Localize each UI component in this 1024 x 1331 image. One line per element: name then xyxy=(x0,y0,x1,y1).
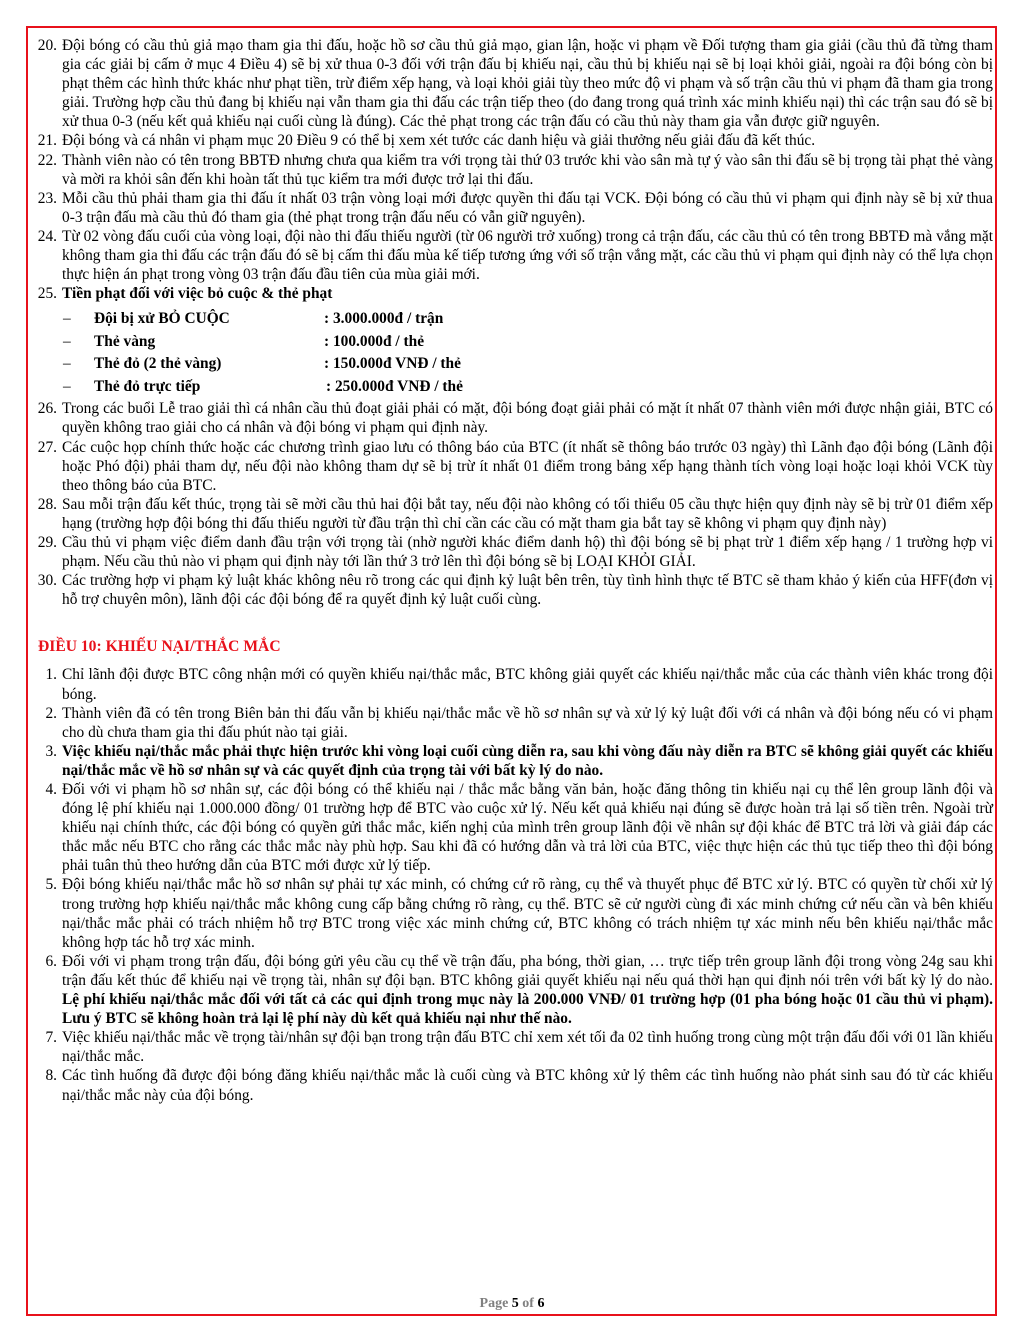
item-text: Mỗi cầu thủ phải tham gia thi đấu ít nhất 03 trận vòng loại mới được quyền thi đấu tại VCK. Đội bóng có cầu thủ vi phạm qui định này sẽ bị xử thua 0-3 trận đấu mà cầu thủ đó tham gia (thẻ phạt trong trận đấu nếu có vẫn giữ nguyên). xyxy=(62,189,993,226)
dash-bullet: – xyxy=(63,332,71,350)
item-text: Sau mỗi trận đấu kết thúc, trọng tài sẽ mời cầu thủ hai đội bắt tay, nếu đội nào không có tối thiểu 05 cầu thực hiện quy định này sẽ bị trừ 01 điểm xếp hạng (trường hợp đội bóng thi đấu thiếu người từ đầu trận thì chỉ cần các cầu có mặt tham gia bắt tay sẽ không vi phạm quy định này) xyxy=(62,495,993,532)
list-item xyxy=(33,1066,993,1104)
fee-label: Thẻ vàng xyxy=(94,332,156,350)
list-item xyxy=(33,665,993,703)
fee-value: : 100.000đ / thẻ xyxy=(324,332,425,350)
item-number: 30. xyxy=(37,572,57,590)
list-item xyxy=(33,952,993,1028)
item-text: Các cuộc họp chính thức hoặc các chương trình giao lưu có thông báo của BTC (ít nhất sẽ thông báo trước 03 ngày) thì Lãnh đạo đội bóng (Lãnh đội hoặc Phó đội) phải tham dự, nếu đội nào không tham dự sẽ bị trừ ít nhất 01 điểm trong bảng xếp hạng thành tích vòng loại hoặc loại khỏi VCK tùy theo thông báo của BTC. xyxy=(62,438,993,494)
fee-list xyxy=(33,309,993,399)
item-number: 23. xyxy=(37,189,57,207)
item-number: 27. xyxy=(37,438,57,456)
item-text: Đội bóng khiếu nại/thắc mắc hồ sơ nhân sự phải tự xác minh, có chứng cứ rõ ràng, cụ thể và thuyết phục để BTC xử lý. BTC có quyền từ chối xử lý trong trường hợp khiếu nại/thắc mắc không cung cấp bằng chứng rõ ràng, cụ thể. BTC sẽ cử người cùng đi xác minh chứng cứ nếu cần và bên khiếu nại/thắc mắc phải có trách nhiệm hỗ trợ BTC trong việc xác minh chứng cứ, BTC không có trách nhiệm tự xác minh nếu bên khiếu nại/thắc mắc không hợp tác hỗ trợ xác minh. xyxy=(62,876,993,951)
footer-of-word: of xyxy=(522,1296,534,1311)
item-bold-text: Lệ phí khiếu nại/thắc mắc đối với tất cả các qui định trong mục này là 200.000 VNĐ/ 01 trường hợp (01 pha bóng hoặc 01 cầu thủ vi phạm). Lưu ý BTC sẽ không hoàn trả lại lệ phí này dù kết quả khiếu nại như thế nào. xyxy=(62,991,993,1028)
list-item xyxy=(33,399,993,437)
item-text: Các trường hợp vi phạm kỷ luật khác không nêu rõ trong các qui định kỷ luật bên trên, tùy tình hình thực tế BTC sẽ tham khảo ý kiến của HFF(đơn vị hỗ trợ chuyên môn), lãnh đội các đội bóng để ra quyết định kỷ luật cuối cùng. xyxy=(62,572,993,609)
item-number: 2. xyxy=(45,704,57,722)
fee-row xyxy=(33,354,993,377)
fee-row xyxy=(33,377,993,400)
footer-total-pages: 6 xyxy=(537,1296,545,1311)
item-text: Tiền phạt đối với việc bỏ cuộc & thẻ phạt xyxy=(62,285,333,303)
item-text: Đối với vi phạm trong trận đấu, đội bóng gửi yêu cầu cụ thể về trận đấu, pha bóng, thời gian, … trực tiếp trên group lãnh đội trong vòng 24g sau khi trận đấu kết thúc để khiếu nại về trọng tài, nhân sự đội bạn. BTC không giải quyết khiếu nại nếu quá thời hạn qui định nói trên với bất kỳ lý do nào. xyxy=(62,952,993,989)
item-text: Từ 02 vòng đấu cuối của vòng loại, đội nào thi đấu thiếu người (từ 06 người trở xuống) trong cả trận đấu, các cầu thủ có tên trong BBTĐ mà vắng mặt không tham gia thi đấu các trận đấu đó sẽ bị cấm thi đấu mùa kế tiếp tương ứng với số trận vắng mặt, các cầu thủ vi phạm qui định này có thể lựa chọn thực hiện án phạt trong vòng 03 trận đấu đầu tiên của mùa giải mới. xyxy=(62,227,993,284)
item-number: 22. xyxy=(37,151,57,169)
footer-current-page: 5 xyxy=(511,1296,519,1311)
page-footer xyxy=(0,1296,1024,1312)
item-number: 3. xyxy=(45,742,57,760)
list-item-bold xyxy=(33,742,993,780)
list-item xyxy=(33,875,993,951)
fee-label: Đội bị xử BỎ CUỘC xyxy=(94,310,230,328)
dash-bullet: – xyxy=(63,377,71,395)
item-number: 26. xyxy=(37,400,57,418)
item-number: 5. xyxy=(45,876,57,894)
item-text: Việc khiếu nại/thắc mắc về trọng tài/nhân sự đội bạn trong trận đấu BTC chỉ xem xét tối đa 02 tình huống trong cùng một trận đấu đối với 01 lần khiếu nại/thắc mắc. xyxy=(62,1029,993,1066)
list-item xyxy=(33,1028,993,1066)
item-text: Thành viên nào có tên trong BBTĐ nhưng chưa qua kiểm tra với trọng tài thứ 03 trước khi vào sân mà tự ý vào sân thi đấu sẽ bị trọng tài phạt thẻ vàng và mời ra khỏi sân đến khi hoàn tất thủ tục kiểm tra mới được trở lại thi đấu. xyxy=(62,151,993,188)
list-item xyxy=(33,571,993,609)
list-item xyxy=(33,189,993,227)
list-item-fees-heading xyxy=(33,284,993,303)
item-number: 25. xyxy=(37,285,57,303)
dash-bullet: – xyxy=(63,355,71,373)
item-number: 7. xyxy=(45,1029,57,1047)
list-item xyxy=(33,495,993,533)
list-item xyxy=(33,704,993,742)
item-number: 29. xyxy=(37,533,57,551)
item-text: Đối với vi phạm hồ sơ nhân sự, các đội bóng có thể khiếu nại / thắc mắc bằng văn bản, hoặc đăng thông tin khiếu nại cụ thể lên group lãnh đội và đóng lệ phí khiếu nại 1.000.000 đồng/ 01 trường hợp để BTC vào cuộc xử lý. Nếu kết quả khiếu nại đúng sẽ được hoàn trả lại số tiền trên. Ngoài trừ khiếu nại chính thức, các đội bóng có quyền gửi thắc mắc, kiến nghị của mình trên group lãnh đội về nhân sự đội khác để BTC trả lời và giải đáp các thắc mắc nếu BTC cho rằng các thắc mắc này phù hợp. Sau khi đã có hướng dẫn và trả lời của BTC, việc thực hiện các thủ tục tiếp theo thì đội bóng phải tuân thủ theo hướng dẫn của BTC mới được xử lý tiếp. xyxy=(62,781,993,875)
list-item xyxy=(33,438,993,495)
list-item xyxy=(33,131,993,150)
fee-row xyxy=(33,332,993,355)
list-item xyxy=(33,780,993,875)
list-item xyxy=(33,36,993,131)
item-text: Đội bóng và cá nhân vi phạm mục 20 Điều 9 có thể bị xem xét tước các danh hiệu và giải thưởng nếu giải đấu đã kết thúc. xyxy=(62,132,816,150)
item-number: 20. xyxy=(37,37,57,54)
item-number: 8. xyxy=(45,1067,57,1085)
list-item xyxy=(33,227,993,284)
item-number: 4. xyxy=(45,781,57,798)
item-number: 1. xyxy=(45,666,57,684)
item-text: Đội bóng có cầu thủ giả mạo tham gia thi đấu, hoặc hồ sơ cầu thủ giả mạo, gian lận, hoặc vi phạm về Đối tượng tham gia giải (cầu thủ đã từng tham gia các giải bị cấm ở mục 4 Điều 4) sẽ bị xử thua 0-3 đối với trận đấu bị khiếu nại, cầu thủ bị khiếu nại sẽ bị loại khỏi giải, ngoài ra đội bóng còn bị phạt thêm các hình thức khác như phạt tiền, trừ điểm xếp hạng, và loại khỏi giải tùy theo mức độ vi phạm và số trận cầu thủ vi phạm đã tham gia trong giải. Trường hợp cầu thủ đang bị khiếu nại vẫn tham gia thi đấu các trận tiếp theo (do đang trong quá trình xác minh khiếu nại) thì các trận sau đó sẽ bị xử thua 0-3 (nếu kết quả khiếu nại cuối cùng là đúng). Các thẻ phạt trong các trận đấu có cầu thủ này tham gia vẫn được giữ nguyên. xyxy=(62,37,993,131)
list-item xyxy=(33,151,993,189)
fee-row xyxy=(33,309,993,332)
dash-bullet: – xyxy=(63,310,71,328)
fee-value: : 250.000đ VNĐ / thẻ xyxy=(326,377,463,395)
item-text: Cầu thủ vi phạm việc điểm danh đầu trận với trọng tài (nhờ người khác điểm danh hộ) thì đội bóng sẽ bị phạt trừ 1 điểm xếp hạng / 1 trường hợp vi phạm. Nếu cầu thủ nào vi phạm qui định này tới lần thứ 3 trở lên thì đội bóng sẽ bị LOẠI KHỎI GIẢI. xyxy=(62,533,993,571)
item-number: 6. xyxy=(45,952,57,970)
item-number: 28. xyxy=(37,495,57,513)
fee-value: : 150.000đ VNĐ / thẻ xyxy=(324,355,461,373)
item-text: Trong các buổi Lễ trao giải thì cá nhân cầu thủ đoạt giải phải có mặt, đội bóng đoạt giải phải có mặt ít nhất 07 thành viên mới được nhận giải, BTC có quyền không trao giải cho cá nhân và đội bóng vi phạm qui định này. xyxy=(62,400,993,437)
list-item xyxy=(33,533,993,571)
item-text: Chỉ lãnh đội được BTC công nhận mới có quyền khiếu nại/thắc mắc, BTC không giải quyết các khiếu nại/thắc mắc của các thành viên khác trong đội bóng. xyxy=(62,666,993,703)
item-text: Các tình huống đã được đội bóng đăng khiếu nại/thắc mắc là cuối cùng và BTC không xử lý thêm các tình huống nào phát sinh sau đó từ các khiếu nại/thắc mắc này của đội bóng. xyxy=(62,1067,993,1104)
footer-page-word: Page xyxy=(479,1296,509,1311)
item-text: Thành viên đã có tên trong Biên bản thi đấu vẫn bị khiếu nại/thắc mắc về hồ sơ nhân sự và xử lý kỷ luật đối với cá nhân và đội bóng nếu có vi phạm cho dù chưa tham gia thi đấu phút nào tại giải. xyxy=(62,704,993,741)
item-number: 21. xyxy=(37,132,57,150)
section-heading: ĐIỀU 10: KHIẾU NẠI/THẮC MẮC xyxy=(38,638,281,656)
item-text: Việc khiếu nại/thắc mắc phải thực hiện trước khi vòng loại cuối cùng diễn ra, sau khi vòng đấu này diễn ra BTC sẽ không giải quyết các khiếu nại/thắc mắc về hồ sơ nhân sự và các quyết định của trọng tài với bất kỳ lý do nào. xyxy=(62,742,993,779)
fee-label: Thẻ đỏ trực tiếp xyxy=(94,377,201,395)
fee-value: : 3.000.000đ / trận xyxy=(324,310,444,328)
item-number: 24. xyxy=(37,227,57,245)
fee-label: Thẻ đỏ (2 thẻ vàng) xyxy=(94,355,222,373)
document-body xyxy=(33,36,993,1105)
